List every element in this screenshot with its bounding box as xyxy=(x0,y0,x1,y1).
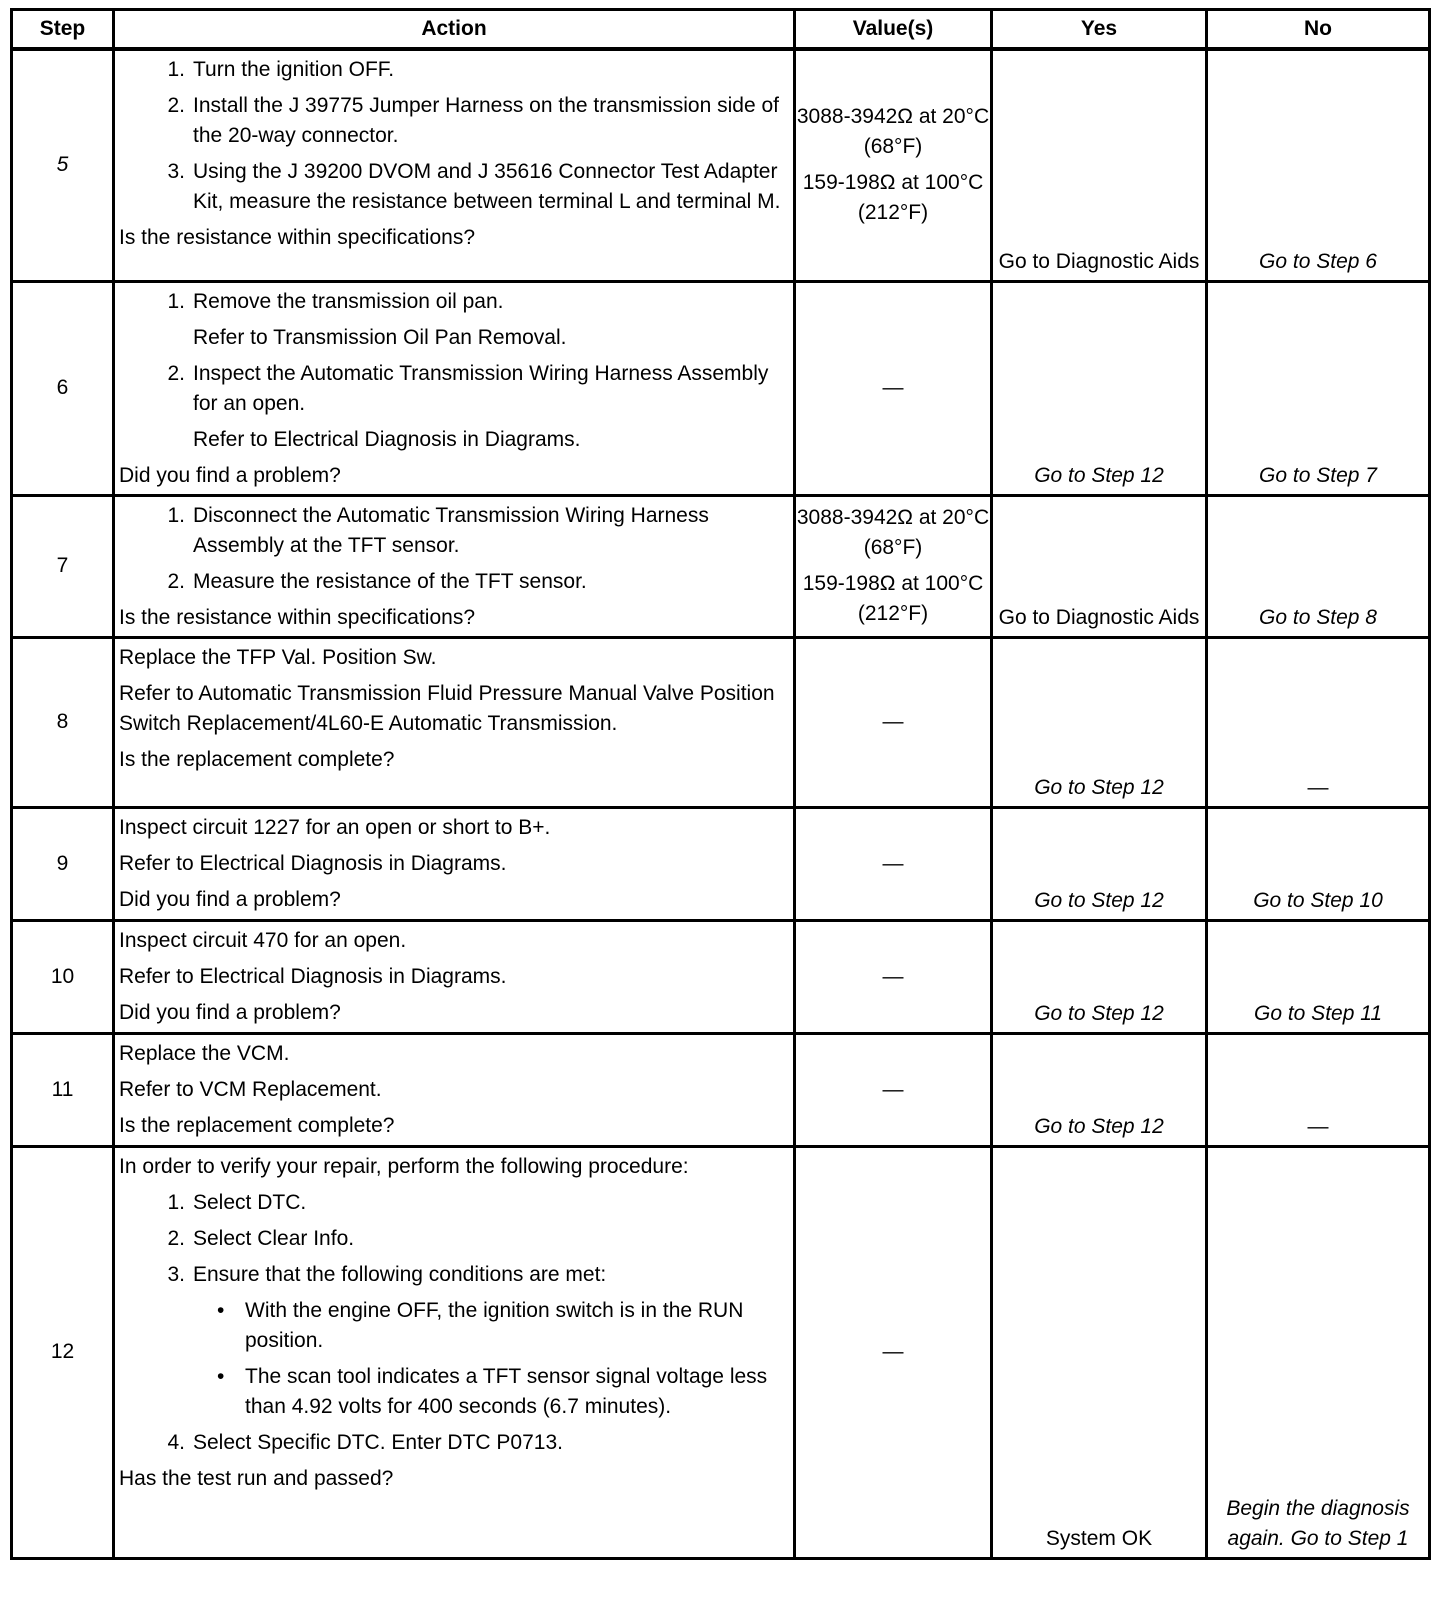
question-text: Has the test run and passed? xyxy=(119,1466,394,1490)
bullet-icon: • xyxy=(217,1364,225,1388)
spec-value: — xyxy=(882,710,904,733)
yes-cell xyxy=(992,637,1207,807)
no-cell xyxy=(1207,807,1430,920)
step-number: 6 xyxy=(12,281,114,495)
table-row xyxy=(12,637,1430,807)
yes-action-link[interactable]: Go to Diagnostic Aids xyxy=(998,249,1200,273)
step-number: 7 xyxy=(12,495,114,637)
no-cell xyxy=(1207,281,1430,495)
table-row xyxy=(12,281,1430,495)
header-row xyxy=(12,10,1430,50)
instruction-text: Turn the ignition OFF. xyxy=(193,58,395,81)
header-yes: Yes xyxy=(992,10,1207,50)
no-action-link: — xyxy=(1307,775,1329,799)
instruction-line: Refer to Automatic Transmission Fluid Pressure Manual Valve Position Switch Replacement/4L60-E Automatic Transmission. xyxy=(119,681,775,735)
table-body xyxy=(12,49,1430,1558)
diagnostic-table xyxy=(10,8,1431,1560)
instruction-text: Using the J 39200 DVOM and J 35616 Connector Test Adapter Kit, measure the resistance between terminal L and terminal M. xyxy=(193,160,781,213)
bullet-condition xyxy=(119,1362,789,1422)
question-text: Did you find a problem? xyxy=(119,887,341,911)
instruction-text: Ensure that the following conditions are met: xyxy=(193,1262,607,1286)
spec-value: — xyxy=(882,376,904,399)
step-number: 12 xyxy=(12,1146,114,1558)
header-no: No xyxy=(1207,10,1430,50)
instruction-number: 1. xyxy=(167,289,185,313)
instruction-text: Install the J 39775 Jumper Harness on the transmission side of the 20-way connector. xyxy=(193,94,779,147)
instruction-text: Remove the transmission oil pan. xyxy=(193,289,504,313)
yes-cell xyxy=(992,281,1207,495)
instruction-line: Inspect circuit 470 for an open. xyxy=(119,928,407,952)
question-text: Did you find a problem? xyxy=(119,1000,341,1024)
spec-value: — xyxy=(882,851,904,875)
yes-cell xyxy=(992,1146,1207,1558)
action-cell xyxy=(114,807,795,920)
instruction-number: 4. xyxy=(167,1430,185,1454)
instruction-number: 2. xyxy=(167,361,185,385)
bullet-condition xyxy=(119,1296,789,1356)
instruction-text: Disconnect the Automatic Transmission Wiring Harness Assembly at the TFT sensor. xyxy=(193,503,709,557)
values-cell xyxy=(795,281,992,495)
spec-value: — xyxy=(882,1340,904,1363)
question-text: Is the replacement complete? xyxy=(119,1113,395,1137)
values-cell xyxy=(795,637,992,807)
question-text: Did you find a problem? xyxy=(119,463,341,487)
no-action-link[interactable]: Go to Step 7 xyxy=(1259,463,1377,487)
step-number: 8 xyxy=(12,637,114,807)
no-action-link[interactable]: Go to Step 11 xyxy=(1253,1001,1383,1025)
instruction-number: 3. xyxy=(167,1262,185,1286)
action-cell xyxy=(114,495,795,637)
spec-value: 3088-3942Ω at 20°C (68°F) xyxy=(796,105,990,159)
numbered-instruction xyxy=(119,1428,789,1458)
no-cell xyxy=(1207,637,1430,807)
no-action-link[interactable]: Begin the diagnosis again. Go to Step 1 xyxy=(1226,1496,1410,1550)
numbered-instruction xyxy=(119,287,789,317)
table-row xyxy=(12,1033,1430,1146)
values-cell xyxy=(795,1146,992,1558)
instruction-number: 1. xyxy=(167,1190,185,1214)
yes-action-link[interactable]: System OK xyxy=(1045,1526,1153,1550)
condition-text: With the engine OFF, the ignition switch is in the RUN position. xyxy=(245,1298,744,1352)
instruction-number: 1. xyxy=(167,503,185,527)
question-text: Is the replacement complete? xyxy=(119,747,395,771)
yes-action-link[interactable]: Go to Step 12 xyxy=(1034,775,1164,799)
question-text: Is the resistance within specifications? xyxy=(119,226,476,249)
instruction-number: 1. xyxy=(167,58,185,81)
values-cell xyxy=(795,495,992,637)
condition-text: The scan tool indicates a TFT sensor signal voltage less than 4.92 volts for 400 seconds (6.7 minutes). xyxy=(245,1364,768,1418)
values-cell xyxy=(795,1033,992,1146)
instruction-text: Select Specific DTC. Enter DTC P0713. xyxy=(193,1430,563,1454)
yes-action-link[interactable]: Go to Step 12 xyxy=(1034,1001,1164,1025)
numbered-instruction xyxy=(119,567,789,597)
instruction-number: 2. xyxy=(167,1226,185,1250)
numbered-instruction xyxy=(119,1188,789,1218)
instruction-line: In order to verify your repair, perform the following procedure: xyxy=(119,1154,689,1178)
no-cell xyxy=(1207,49,1430,281)
instruction-text: Select Clear Info. xyxy=(193,1226,355,1250)
no-action-link[interactable]: Go to Step 10 xyxy=(1253,888,1383,912)
table-row xyxy=(12,807,1430,920)
yes-cell xyxy=(992,495,1207,637)
yes-cell xyxy=(992,807,1207,920)
values-cell xyxy=(795,920,992,1033)
spec-value: 3088-3942Ω at 20°C (68°F) xyxy=(796,506,990,559)
header-step: Step xyxy=(12,10,114,50)
numbered-instruction xyxy=(119,55,789,85)
yes-action-link[interactable]: Go to Step 12 xyxy=(1034,888,1164,912)
numbered-instruction xyxy=(119,359,789,419)
yes-action-link[interactable]: Go to Step 12 xyxy=(1034,1114,1164,1138)
yes-cell xyxy=(992,920,1207,1033)
instruction-line: Replace the TFP Val. Position Sw. xyxy=(119,645,437,669)
action-cell xyxy=(114,281,795,495)
instruction-text: Measure the resistance of the TFT sensor. xyxy=(193,569,587,593)
instruction-number: 2. xyxy=(167,94,185,117)
no-action-link[interactable]: Go to Step 6 xyxy=(1259,249,1377,273)
numbered-instruction xyxy=(119,1224,789,1254)
reference-note: Refer to Electrical Diagnosis in Diagrams. xyxy=(193,427,581,451)
instruction-line: Inspect circuit 1227 for an open or short to B+. xyxy=(119,815,551,839)
spec-value: 159-198Ω at 100°C (212°F) xyxy=(802,572,984,625)
spec-value: 159-198Ω at 100°C (212°F) xyxy=(802,171,984,225)
instruction-text: Inspect the Automatic Transmission Wiring Harness Assembly for an open. xyxy=(193,361,769,415)
instruction-text: Select DTC. xyxy=(193,1190,307,1214)
step-number: 9 xyxy=(12,807,114,920)
table-row xyxy=(12,49,1430,281)
table-row xyxy=(12,920,1430,1033)
no-cell xyxy=(1207,1146,1430,1558)
spec-value: — xyxy=(882,1077,904,1101)
reference-note: Refer to Transmission Oil Pan Removal. xyxy=(193,325,567,349)
values-cell xyxy=(795,49,992,281)
table-row xyxy=(12,1146,1430,1558)
values-cell xyxy=(795,807,992,920)
instruction-line: Refer to VCM Replacement. xyxy=(119,1077,382,1101)
instruction-number: 2. xyxy=(167,569,185,593)
no-cell xyxy=(1207,495,1430,637)
step-number: 5 xyxy=(12,49,114,281)
step-number: 11 xyxy=(12,1033,114,1146)
action-cell xyxy=(114,637,795,807)
no-cell xyxy=(1207,1033,1430,1146)
action-cell xyxy=(114,1146,795,1558)
instruction-line: Replace the VCM. xyxy=(119,1041,290,1065)
header-values: Value(s) xyxy=(795,10,992,50)
numbered-instruction xyxy=(119,1260,789,1290)
action-cell xyxy=(114,49,795,281)
yes-action-link[interactable]: Go to Step 12 xyxy=(1034,463,1164,487)
action-cell xyxy=(114,920,795,1033)
question-text: Is the resistance within specifications? xyxy=(119,605,476,629)
no-cell xyxy=(1207,920,1430,1033)
yes-cell xyxy=(992,49,1207,281)
instruction-line: Refer to Electrical Diagnosis in Diagrams. xyxy=(119,851,507,875)
action-cell xyxy=(114,1033,795,1146)
yes-action-link[interactable]: Go to Diagnostic Aids xyxy=(998,605,1200,629)
step-number: 10 xyxy=(12,920,114,1033)
bullet-icon: • xyxy=(217,1298,225,1322)
instruction-line: Refer to Electrical Diagnosis in Diagrams. xyxy=(119,964,507,988)
yes-cell xyxy=(992,1033,1207,1146)
spec-value: — xyxy=(882,964,904,988)
no-action-link[interactable]: Go to Step 8 xyxy=(1259,605,1377,629)
instruction-number: 3. xyxy=(167,160,185,183)
numbered-instruction xyxy=(119,91,789,151)
numbered-instruction xyxy=(119,501,789,561)
no-action-link: — xyxy=(1307,1114,1329,1138)
table-row xyxy=(12,495,1430,637)
numbered-instruction xyxy=(119,157,789,217)
header-action: Action xyxy=(114,10,795,50)
